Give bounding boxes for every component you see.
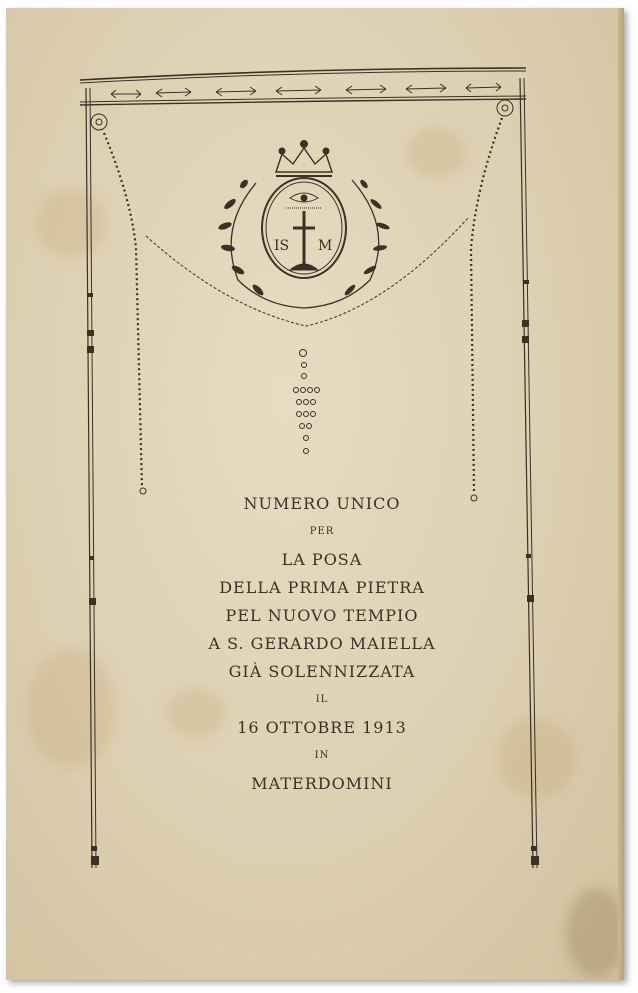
title-line: PER: [309, 526, 335, 537]
title-line: 16 OTTOBRE 1913: [237, 718, 407, 737]
title-line: PEL NUOVO TEMPIO: [225, 606, 419, 625]
emblem-monogram-right: M: [318, 238, 333, 254]
emblem-monogram-left: IS: [274, 238, 290, 254]
title-line: IN: [314, 750, 330, 761]
title-line: MATERDOMINI: [251, 774, 393, 793]
title-line: GIÀ SOLENNIZZATA: [228, 662, 416, 681]
title-line: NUMERO UNICO: [243, 494, 401, 513]
title-line: IL: [315, 694, 329, 705]
document-page: [6, 8, 624, 980]
title-line: DELLA PRIMA PIETRA: [219, 578, 425, 597]
title-line: A S. GERARDO MAIELLA: [208, 634, 436, 653]
title-block: [66, 490, 578, 798]
title-line: LA POSA: [281, 550, 363, 569]
